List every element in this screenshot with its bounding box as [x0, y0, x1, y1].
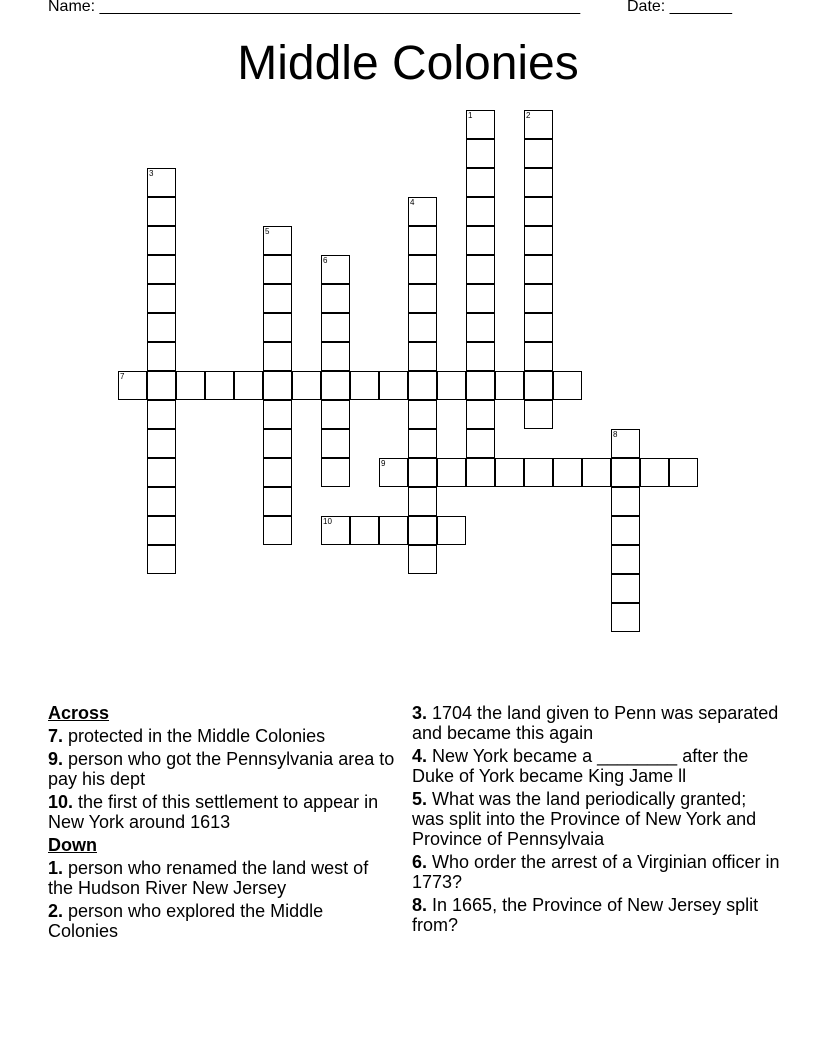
page-title: Middle Colonies: [237, 37, 579, 90]
clues-right-column: [412, 703, 782, 938]
crossword-cell[interactable]: [234, 371, 263, 400]
crossword-cell[interactable]: [408, 313, 437, 342]
crossword-cell[interactable]: [408, 284, 437, 313]
crossword-cell[interactable]: [524, 400, 553, 429]
crossword-cell[interactable]: [408, 371, 437, 400]
crossword-cell[interactable]: [611, 516, 640, 545]
crossword-cell[interactable]: [321, 284, 350, 313]
down-clue-6: 6. Who order the arrest of a Virginian officer in 1773?: [412, 852, 780, 892]
crossword-cell[interactable]: [147, 197, 176, 226]
crossword-cell[interactable]: [466, 342, 495, 371]
crossword-cell[interactable]: [263, 516, 292, 545]
clue-number: 8: [613, 430, 618, 439]
crossword-cell[interactable]: [321, 458, 350, 487]
crossword-cell[interactable]: [147, 284, 176, 313]
crossword-cell[interactable]: [408, 487, 437, 516]
crossword-cell[interactable]: [408, 545, 437, 574]
across-heading: Across: [48, 703, 110, 723]
crossword-cell[interactable]: [118, 371, 147, 400]
crossword-cell[interactable]: [466, 458, 495, 487]
crossword-cell[interactable]: [582, 458, 611, 487]
crossword-cell[interactable]: [147, 371, 176, 400]
crossword-cell[interactable]: [321, 371, 350, 400]
clue-number: 5: [265, 227, 270, 236]
clue-number: 1: [468, 111, 473, 120]
crossword-cell[interactable]: [466, 139, 495, 168]
crossword-cell[interactable]: [263, 313, 292, 342]
crossword-cell[interactable]: [321, 429, 350, 458]
crossword-cell[interactable]: [147, 429, 176, 458]
crossword-cell[interactable]: [263, 284, 292, 313]
crossword-cell[interactable]: [321, 400, 350, 429]
crossword-cell[interactable]: [147, 545, 176, 574]
crossword-cell[interactable]: [263, 371, 292, 400]
crossword-cell[interactable]: [495, 458, 524, 487]
crossword-cell[interactable]: [321, 516, 350, 545]
crossword-cell[interactable]: [408, 226, 437, 255]
crossword-cell[interactable]: [263, 429, 292, 458]
down-clue-2: 2. person who explored the Middle Colonies: [48, 901, 324, 941]
crossword-cell[interactable]: [524, 197, 553, 226]
down-clue-8: 8. In 1665, the Province of New Jersey split from?: [412, 895, 759, 935]
crossword-cell[interactable]: [147, 400, 176, 429]
crossword-cell[interactable]: [437, 516, 466, 545]
crossword-cell[interactable]: [553, 371, 582, 400]
crossword-cell[interactable]: [466, 110, 495, 139]
crossword-cell[interactable]: [321, 255, 350, 284]
crossword-cell[interactable]: [524, 139, 553, 168]
clue-number: 6: [323, 256, 328, 265]
crossword-cell[interactable]: [466, 284, 495, 313]
crossword-cell[interactable]: [408, 342, 437, 371]
down-clue-5: 5. What was the land periodically granted; was split into the Province of New York and Province of Pennsylvaia: [412, 789, 757, 849]
crossword-cell[interactable]: [524, 226, 553, 255]
crossword-cell[interactable]: [176, 371, 205, 400]
crossword-cell[interactable]: [147, 516, 176, 545]
crossword-cell[interactable]: [147, 487, 176, 516]
crossword-cell[interactable]: [524, 110, 553, 139]
crossword-cell[interactable]: [669, 458, 698, 487]
crossword-cell[interactable]: [292, 371, 321, 400]
crossword-cell[interactable]: [147, 255, 176, 284]
crossword-cell[interactable]: [524, 168, 553, 197]
crossword-cell[interactable]: [263, 226, 292, 255]
crossword-cell[interactable]: [408, 458, 437, 487]
crossword-cell[interactable]: [408, 400, 437, 429]
crossword-cell[interactable]: [466, 255, 495, 284]
crossword-cell[interactable]: [147, 168, 176, 197]
crossword-cell[interactable]: [640, 458, 669, 487]
crossword-cell[interactable]: [466, 226, 495, 255]
crossword-cell[interactable]: [524, 458, 553, 487]
clue-number: 2: [526, 111, 531, 120]
crossword-cell[interactable]: [611, 574, 640, 603]
crossword-cell[interactable]: [553, 458, 582, 487]
down-clue-1: 1. person who renamed the land west of the Hudson River New Jersey: [48, 858, 369, 898]
crossword-cell[interactable]: [408, 255, 437, 284]
across-clue-9: 9. person who got the Pennsylvania area to pay his dept: [48, 749, 395, 789]
crossword-cell[interactable]: [611, 429, 640, 458]
crossword-cell[interactable]: [611, 545, 640, 574]
down-heading: Down: [48, 835, 97, 855]
crossword-cell[interactable]: [524, 313, 553, 342]
clue-number: 3: [149, 169, 154, 178]
crossword-cell[interactable]: [321, 313, 350, 342]
clue-number: 4: [410, 198, 415, 207]
clue-number: 7: [120, 372, 125, 381]
crossword-cell[interactable]: [524, 284, 553, 313]
crossword-cell[interactable]: [611, 603, 640, 632]
down-clue-3: 3. 1704 the land given to Penn was separated and became this again: [412, 703, 779, 743]
crossword-cell[interactable]: [379, 371, 408, 400]
crossword-cell[interactable]: [524, 342, 553, 371]
across-clue-10: 10. the first of this settlement to appear in New York around 1613: [48, 792, 379, 832]
down-clue-4: 4. New York became a ________ after the Duke of York became King Jame ll: [412, 746, 749, 786]
crossword-cell[interactable]: [350, 371, 379, 400]
crossword-cell[interactable]: [524, 371, 553, 400]
crossword-cell[interactable]: [263, 342, 292, 371]
crossword-cell[interactable]: [147, 458, 176, 487]
crossword-cell[interactable]: [466, 197, 495, 226]
crossword-cell[interactable]: [263, 255, 292, 284]
crossword-cell[interactable]: [466, 371, 495, 400]
crossword-cell[interactable]: [466, 400, 495, 429]
crossword-cell[interactable]: [147, 342, 176, 371]
crossword-cell[interactable]: [350, 516, 379, 545]
clue-number: 9: [381, 459, 386, 468]
crossword-cell[interactable]: [408, 429, 437, 458]
crossword-cell[interactable]: [466, 313, 495, 342]
across-clue-7: 7. protected in the Middle Colonies: [48, 726, 326, 746]
crossword-cell[interactable]: [379, 458, 408, 487]
crossword-cell[interactable]: [495, 371, 524, 400]
crossword-cell[interactable]: [263, 487, 292, 516]
crossword-cell[interactable]: [611, 487, 640, 516]
crossword-cell[interactable]: [437, 371, 466, 400]
crossword-cell[interactable]: [147, 226, 176, 255]
crossword-cell[interactable]: [147, 313, 176, 342]
crossword-cell[interactable]: [611, 458, 640, 487]
crossword-cell[interactable]: [205, 371, 234, 400]
crossword-cell[interactable]: [408, 197, 437, 226]
date-field[interactable]: Date: _______: [627, 0, 732, 15]
name-field[interactable]: Name: ______________________________________________________: [48, 0, 581, 15]
crossword-cell[interactable]: [321, 342, 350, 371]
crossword-cell[interactable]: [408, 516, 437, 545]
crossword-cell[interactable]: [379, 516, 408, 545]
crossword-cell[interactable]: [524, 255, 553, 284]
crossword-cell[interactable]: [466, 429, 495, 458]
crossword-cell[interactable]: [263, 458, 292, 487]
crossword-cell[interactable]: [466, 168, 495, 197]
clues-left-column: [48, 703, 398, 944]
crossword-cell[interactable]: [263, 400, 292, 429]
clue-number: 10: [323, 517, 332, 526]
crossword-cell[interactable]: [437, 458, 466, 487]
